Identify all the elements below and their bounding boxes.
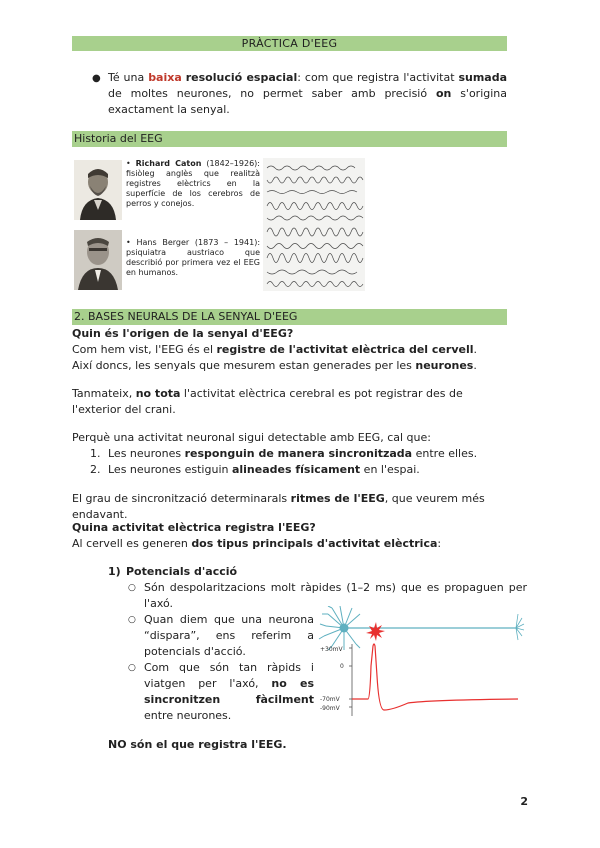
caton-portrait: [74, 160, 122, 220]
sub-bullet-circle-1: ○: [128, 583, 136, 593]
header-title: PRÀCTICA D'EEG: [241, 37, 338, 50]
intro-bullet-text: Té una baixa resolució espacial: com que registra l'activitat sumada de moltes neurones, no permet saber amb precisió on s'origina exactament la senyal.: [108, 71, 508, 116]
sub-bullet-1: Són despolaritzacions molt ràpides (1–2 ms) que es propaguen per l'axó.: [144, 581, 527, 610]
sub-bullet-circle-2: ○: [128, 615, 136, 625]
spike-star-icon: [366, 622, 385, 641]
paragraph-conditions: Perquè una activitat neuronal sigui detectable amb EEG, cal que: 1. Les neurones responguin de manera sincronitzada entre elles. 2. Les neurones estiguin alineades físicament en l'espai.: [72, 430, 512, 478]
paragraph-activity: Quina activitat elèctrica registra l'EEG? Al cervell es generen dos tipus principals d'activitat elèctrica:: [72, 520, 512, 552]
svg-text:-70mV: -70mV: [320, 696, 340, 703]
berger-portrait: [74, 230, 122, 290]
paragraph-not-all: Tanmateix, no tota l'activitat elèctrica cerebral es pot registrar des de l'exterior del crani.: [72, 387, 463, 416]
action-potential-trace: [352, 644, 518, 710]
section2-heading: 2. BASES NEURALS DE LA SENYAL D'EEG: [74, 310, 298, 323]
svg-text:-90mV: -90mV: [320, 705, 340, 712]
closing-statement: NO són el que registra l'EEG.: [108, 738, 287, 751]
svg-text:0: 0: [340, 663, 344, 670]
item-potencials-accio: 1) Potencials d'acció: [108, 565, 238, 578]
action-potential-figure: [318, 606, 530, 718]
condition-2: 2. Les neurones estiguin alineades físicament en l'espai.: [90, 463, 420, 476]
paragraph-rhythms: El grau de sincronització determinarals ritmes de l'EEG, que veurem més endavant.: [72, 492, 485, 521]
origin-line-1: Com hem vist, l'EEG és el registre de l'activitat elèctrica del cervell.: [72, 343, 477, 356]
sub-bullet-3: Com que són tan ràpids i viatgen per l'axó, no es sincronitzen fàcilment entre neurones.: [144, 661, 314, 722]
condition-1: 1. Les neurones responguin de manera sincronitzada entre elles.: [90, 447, 478, 460]
page-number: 2: [520, 795, 528, 808]
svg-text:+30mV: +30mV: [320, 646, 343, 653]
question-origin: Quin és l'origen de la senyal d'EEG?: [72, 327, 294, 340]
axon-terminal-icon: [516, 614, 524, 640]
sub-bullet-2: Quan diem que una neurona “dispara”, ens referim a potencials d'acció.: [144, 613, 314, 658]
section2-body: [72, 326, 512, 374]
bullet-dot: ●: [92, 73, 101, 84]
history-heading: Historia del EEG: [74, 132, 163, 145]
section2-heading-bar: [72, 309, 507, 325]
question-activity: Quina activitat elèctrica registra l'EEG?: [72, 521, 316, 534]
sub-bullet-circle-3: ○: [128, 663, 136, 673]
history-heading-bar: [72, 131, 507, 147]
origin-line-2: Així doncs, les senyals que mesurem estan generades per les neurones.: [72, 359, 477, 372]
caton-caption: • Richard Caton (1842–1926): fisiòleg anglès que realitzà registres elèctrics en la superfície de los cerebros de perros y conejos.: [126, 159, 260, 208]
eeg-trace-image: [263, 158, 365, 291]
berger-caption: • Hans Berger (1873 – 1941): psiquiatra austriaco que describió por primera vez el EEG en humanos.: [126, 238, 261, 277]
header-bar: [72, 36, 507, 51]
